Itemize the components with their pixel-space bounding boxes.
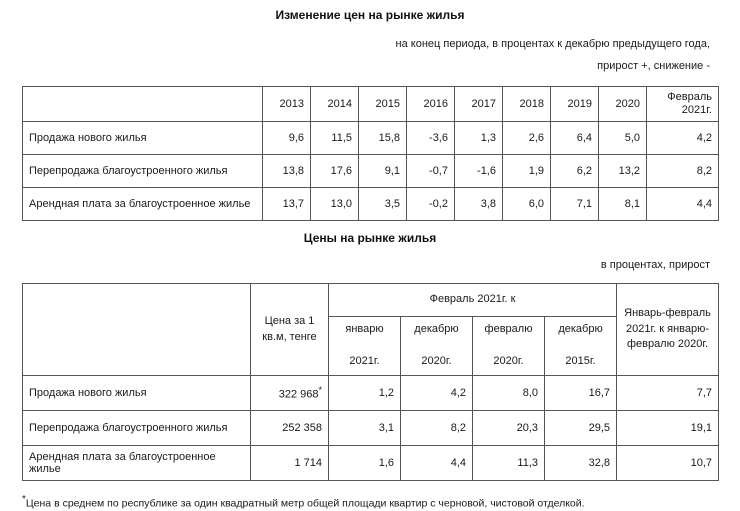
- table1-row1-v8: 5,0: [599, 122, 647, 155]
- table-header-row: [23, 284, 719, 317]
- table1-row1-v4: -3,6: [407, 122, 455, 155]
- table2-row1-label: Продажа нового жилья: [23, 376, 251, 411]
- section1-title: Изменение цен на рынке жилья: [275, 8, 465, 22]
- table2-last-header: [617, 284, 719, 376]
- table2-row3-label: Арендная плата за благоустроенное жилье: [23, 446, 251, 481]
- section1-subtitle-line1: на конец периода, в процентах к декабрю предыдущего года,: [395, 38, 710, 50]
- table1-row3-v6: 6,0: [503, 188, 551, 221]
- table2-row2-label: Перепродажа благоустроенного жилья: [23, 411, 251, 446]
- table2-row1-v1: 1,2: [329, 376, 401, 411]
- table1-row3-v1: 13,7: [263, 188, 311, 221]
- table2-row1-price: [251, 376, 329, 411]
- table2-row2-price: 252 358: [251, 411, 329, 446]
- table2-row1-last: 7,7: [617, 376, 719, 411]
- table2-last-header-line1: Январь-февраль: [624, 306, 711, 319]
- table2-row3-last: 10,7: [617, 446, 719, 481]
- table-header-row: [23, 87, 719, 122]
- table-row: [23, 411, 719, 446]
- table1-col-2013: 2013: [263, 87, 311, 122]
- table2-price-header-line1: Цена за 1: [264, 314, 315, 327]
- table1-row1-v2: 11,5: [311, 122, 359, 155]
- table2-row3-v1: 1,6: [329, 446, 401, 481]
- table2-last-header-line2: 2021г. к январю-: [626, 322, 710, 335]
- table1-col-2018: 2018: [503, 87, 551, 122]
- table1-row3-v8: 8,1: [599, 188, 647, 221]
- table1-row3-label: Арендная плата за благоустроенное жилье: [23, 188, 263, 221]
- section2-subtitle: в процентах, прирост: [600, 259, 710, 271]
- table2-row2-v4: 29,5: [545, 411, 617, 446]
- table1-row1-v6: 2,6: [503, 122, 551, 155]
- table2-subcol-december-2020: [401, 317, 473, 376]
- table2-subcol-february-2020-line2: 2020г.: [493, 354, 524, 367]
- housing-price-change-table: [22, 86, 719, 221]
- table1-row2-v1: 13,8: [263, 155, 311, 188]
- table2-subcol-january-2021-line1: январю: [345, 323, 384, 336]
- table2-row2-v1: 3,1: [329, 411, 401, 446]
- table1-row1-v1: 9,6: [263, 122, 311, 155]
- table1-row1-v3: 15,8: [359, 122, 407, 155]
- table2-row3-v2: 4,4: [401, 446, 473, 481]
- table1-row1-v7: 6,4: [551, 122, 599, 155]
- section1-subtitle-line2: прирост +, снижение -: [597, 60, 710, 72]
- table2-subcol-december-2020-line1: декабрю: [414, 323, 459, 336]
- table2-price-header: [251, 284, 329, 376]
- table2-subcol-december-2015: [545, 317, 617, 376]
- table2-row2-v3: 20,3: [473, 411, 545, 446]
- table2-row1-price-value: 322 968: [278, 388, 319, 401]
- table1-row2-v9: 8,2: [647, 155, 719, 188]
- table1-row2-v6: 1,9: [503, 155, 551, 188]
- table2-row3-v3: 11,3: [473, 446, 545, 481]
- table1-col-2015: 2015: [359, 87, 407, 122]
- table-row: [23, 122, 719, 155]
- table1-row3-v7: 7,1: [551, 188, 599, 221]
- table2-row1-v3: 8,0: [473, 376, 545, 411]
- table2-subcol-december-2020-line2: 2020г.: [421, 354, 452, 367]
- section2-title: Цены на рынке жилья: [303, 231, 437, 245]
- table1-row2-v2: 17,6: [311, 155, 359, 188]
- footnote-marker-icon: *: [318, 385, 322, 396]
- table1-col-2019: 2019: [551, 87, 599, 122]
- table1-col-february-2021: [647, 87, 719, 122]
- table2-subcol-january-2021: [329, 317, 401, 376]
- table1-row2-label: Перепродажа благоустроенного жилья: [23, 155, 263, 188]
- table2-row1-v4: 16,7: [545, 376, 617, 411]
- table-row: [23, 376, 719, 411]
- table2-subcol-february-2020: [473, 317, 545, 376]
- table2-subcol-december-2015-line1: декабрю: [558, 323, 603, 336]
- table1-row2-v8: 13,2: [599, 155, 647, 188]
- table1-row1-v5: 1,3: [455, 122, 503, 155]
- table1-corner-cell: [23, 87, 263, 122]
- table1-row2-v7: 6,2: [551, 155, 599, 188]
- table1-col-february-2021-line1: Февраль: [667, 91, 712, 104]
- table1-row3-v5: 3,8: [455, 188, 503, 221]
- table2-row1-v2: 4,2: [401, 376, 473, 411]
- table2-price-header-line2: кв.м, тенге: [262, 330, 317, 343]
- table2-row3-price: 1 714: [251, 446, 329, 481]
- table1-row3-v4: -0,2: [407, 188, 455, 221]
- table1-row2-v3: 9,1: [359, 155, 407, 188]
- table2-subcol-february-2020-line1: февралю: [484, 323, 533, 336]
- housing-prices-table: [22, 283, 719, 481]
- table2-row2-last: 19,1: [617, 411, 719, 446]
- table2-corner-cell: [23, 284, 251, 376]
- footnote-star-icon: *: [22, 494, 26, 505]
- table1-row1-v9: 4,2: [647, 122, 719, 155]
- table1-col-2016: 2016: [407, 87, 455, 122]
- table2-subcol-december-2015-line2: 2015г.: [565, 354, 596, 367]
- table2-group-header: Февраль 2021г. к: [329, 284, 617, 317]
- table1-row3-v3: 3,5: [359, 188, 407, 221]
- table1-col-february-2021-line2: 2021г.: [681, 104, 712, 116]
- table1-col-2014: 2014: [311, 87, 359, 122]
- table1-row3-v2: 13,0: [311, 188, 359, 221]
- table-row: [23, 155, 719, 188]
- footnote-text: Цена в среднем по республике за один квадратный метр общей площади квартир с черновой, чистовой отделкой.: [25, 497, 585, 510]
- table1-row3-v9: 4,4: [647, 188, 719, 221]
- table1-col-2017: 2017: [455, 87, 503, 122]
- table1-row1-label: Продажа нового жилья: [23, 122, 263, 155]
- table-row: [23, 188, 719, 221]
- table1-row2-v4: -0,7: [407, 155, 455, 188]
- table2-row3-v4: 32,8: [545, 446, 617, 481]
- table1-row2-v5: -1,6: [455, 155, 503, 188]
- table2-subcol-january-2021-line2: 2021г.: [349, 354, 380, 367]
- footnote: [22, 493, 740, 511]
- table1-col-2020: 2020: [599, 87, 647, 122]
- table2-last-header-line3: февралю 2020г.: [626, 338, 709, 351]
- table-row: [23, 446, 719, 481]
- table2-row2-v2: 8,2: [401, 411, 473, 446]
